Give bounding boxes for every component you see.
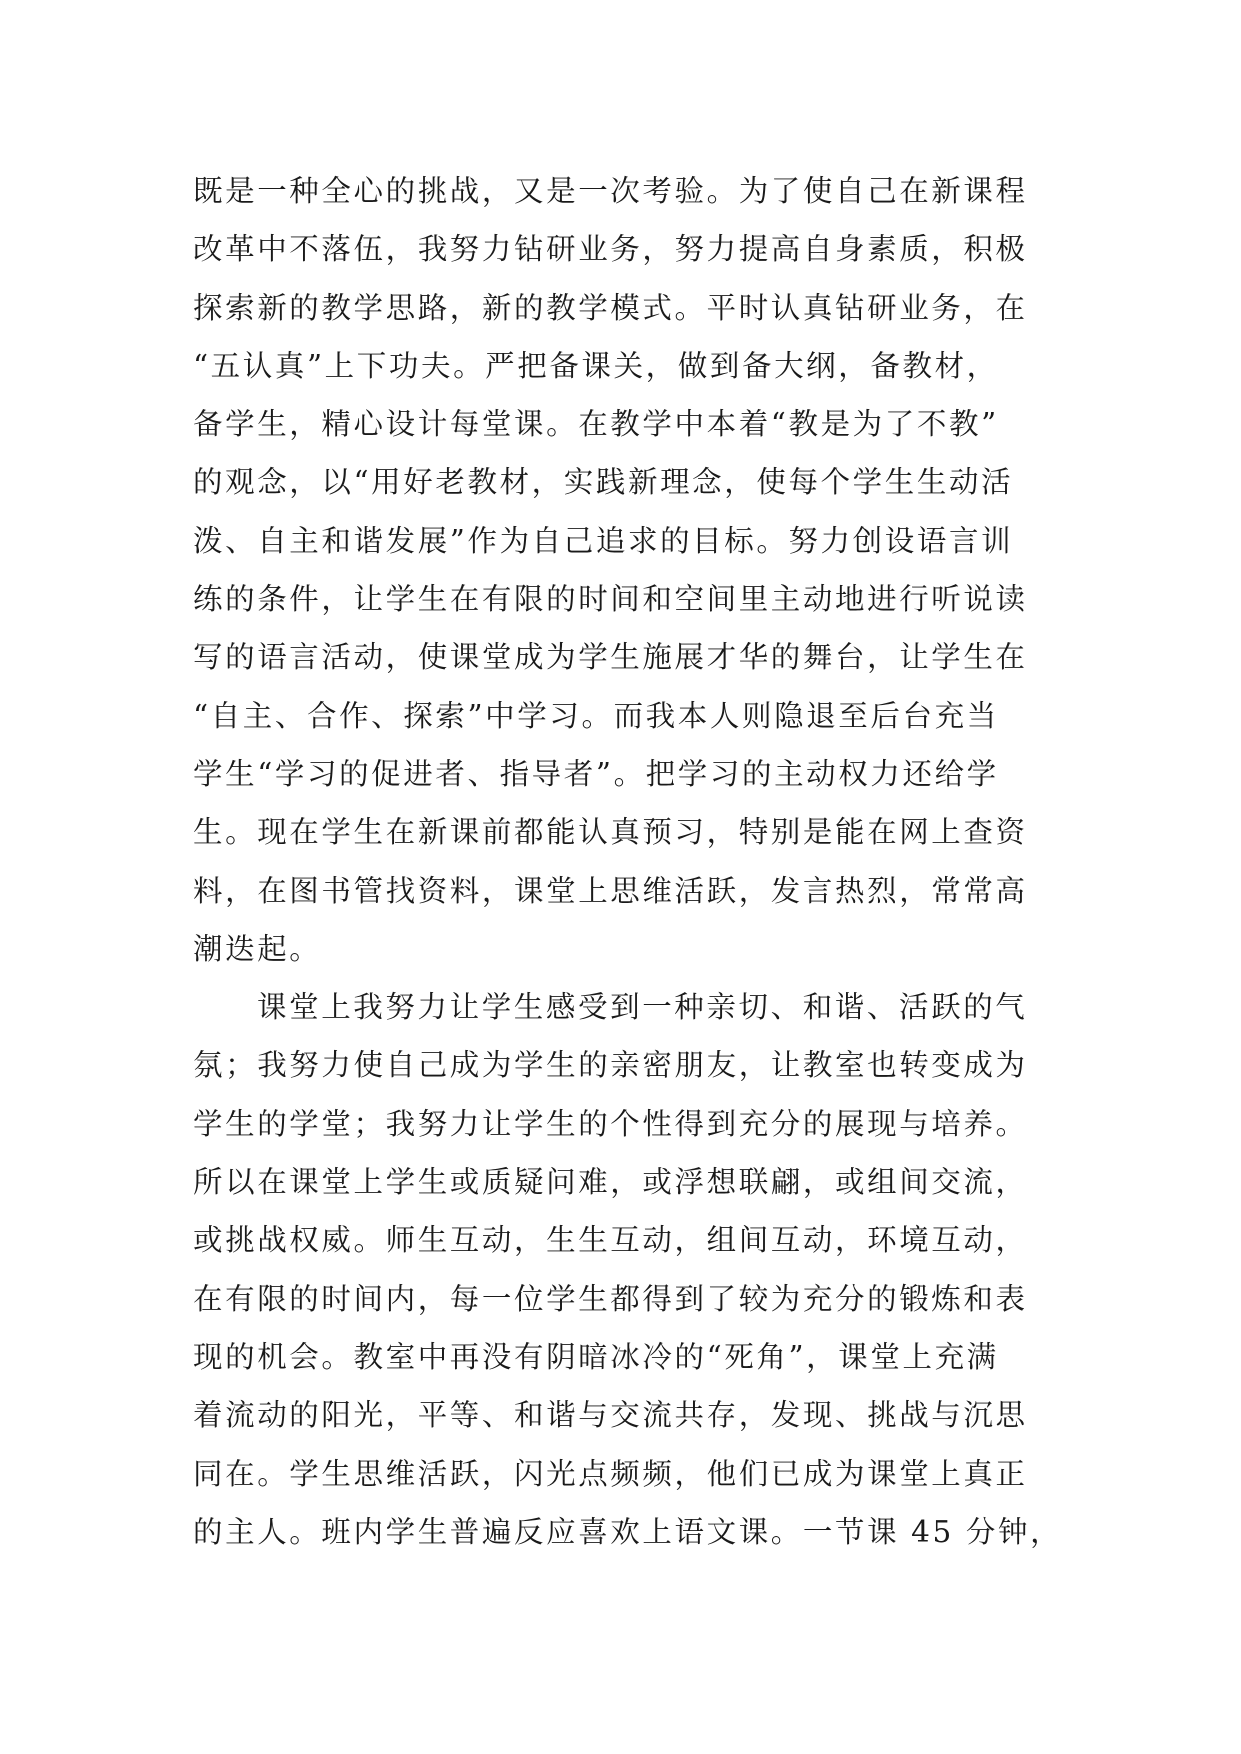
- text-line: “五认真”上下功夫。严把备课关，做到备大纲，备教材，: [193, 348, 999, 383]
- text-line: 同在。学生思维活跃，闪光点频频，他们已成为课堂上真正: [193, 1456, 1028, 1491]
- text-line: 备学生，精心设计每堂课。在教学中本着“教是为了不教”: [193, 407, 999, 442]
- text-line: 既是一种全心的挑战，又是一次考验。为了使自己在新课程: [193, 174, 1028, 208]
- text-line: 在有限的时间内，每一位学生都得到了较为充分的锻炼和表: [193, 1281, 1028, 1316]
- text-line: 着流动的阳光，平等、和谐与交流共存，发现、挑战与沉思: [193, 1398, 1028, 1433]
- text-line: 学生的学堂；我努力让学生的个性得到充分的展现与培养。: [193, 1106, 1028, 1141]
- text-line: 泼、自主和谐发展”作为自己追求的目标。努力创设语言训: [193, 523, 1014, 558]
- text-line: 或挑战权威。师生互动，生生互动，组间互动，环境互动，: [193, 1223, 1028, 1258]
- text-line: 料，在图书管找资料，课堂上思维活跃，发言热烈，常常高: [193, 873, 1028, 908]
- text-line: 生。现在学生在新课前都能认真预习，特别是能在网上查资: [193, 815, 1028, 850]
- text-line: 的观念，以“用好老教材，实践新理念，使每个学生生动活: [193, 465, 1014, 500]
- text-line: 写的语言活动，使课堂成为学生施展才华的舞台，让学生在: [193, 640, 1028, 675]
- text-line: 所以在课堂上学生或质疑问难，或浮想联翩，或组间交流，: [193, 1165, 1028, 1200]
- text-line: “自主、合作、探索”中学习。而我本人则隐退至后台充当: [193, 698, 999, 733]
- text-line: 探索新的教学思路，新的教学模式。平时认真钻研业务，在: [193, 290, 1028, 325]
- text-line: 练的条件，让学生在有限的时间和空间里主动地进行听说读: [193, 582, 1028, 617]
- text-line: 的主人。班内学生普遍反应喜欢上语文课。一节课 45 分钟，: [193, 1514, 1063, 1549]
- text-line: 课堂上我努力让学生感受到一种亲切、和谐、活跃的气: [257, 990, 1028, 1025]
- text-line: 潮迭起。: [193, 931, 322, 966]
- text-line: 现的机会。教室中再没有阴暗冰冷的“死角”，课堂上充满: [193, 1339, 999, 1374]
- document-body: [193, 162, 1063, 1561]
- text-line: 氛；我努力使自己成为学生的亲密朋友，让教室也转变成为: [193, 1048, 1028, 1083]
- text-line: 改革中不落伍，我努力钻研业务，努力提高自身素质，积极: [193, 232, 1028, 267]
- text-line: 学生“学习的促进者、指导者”。把学习的主动权力还给学: [193, 756, 999, 791]
